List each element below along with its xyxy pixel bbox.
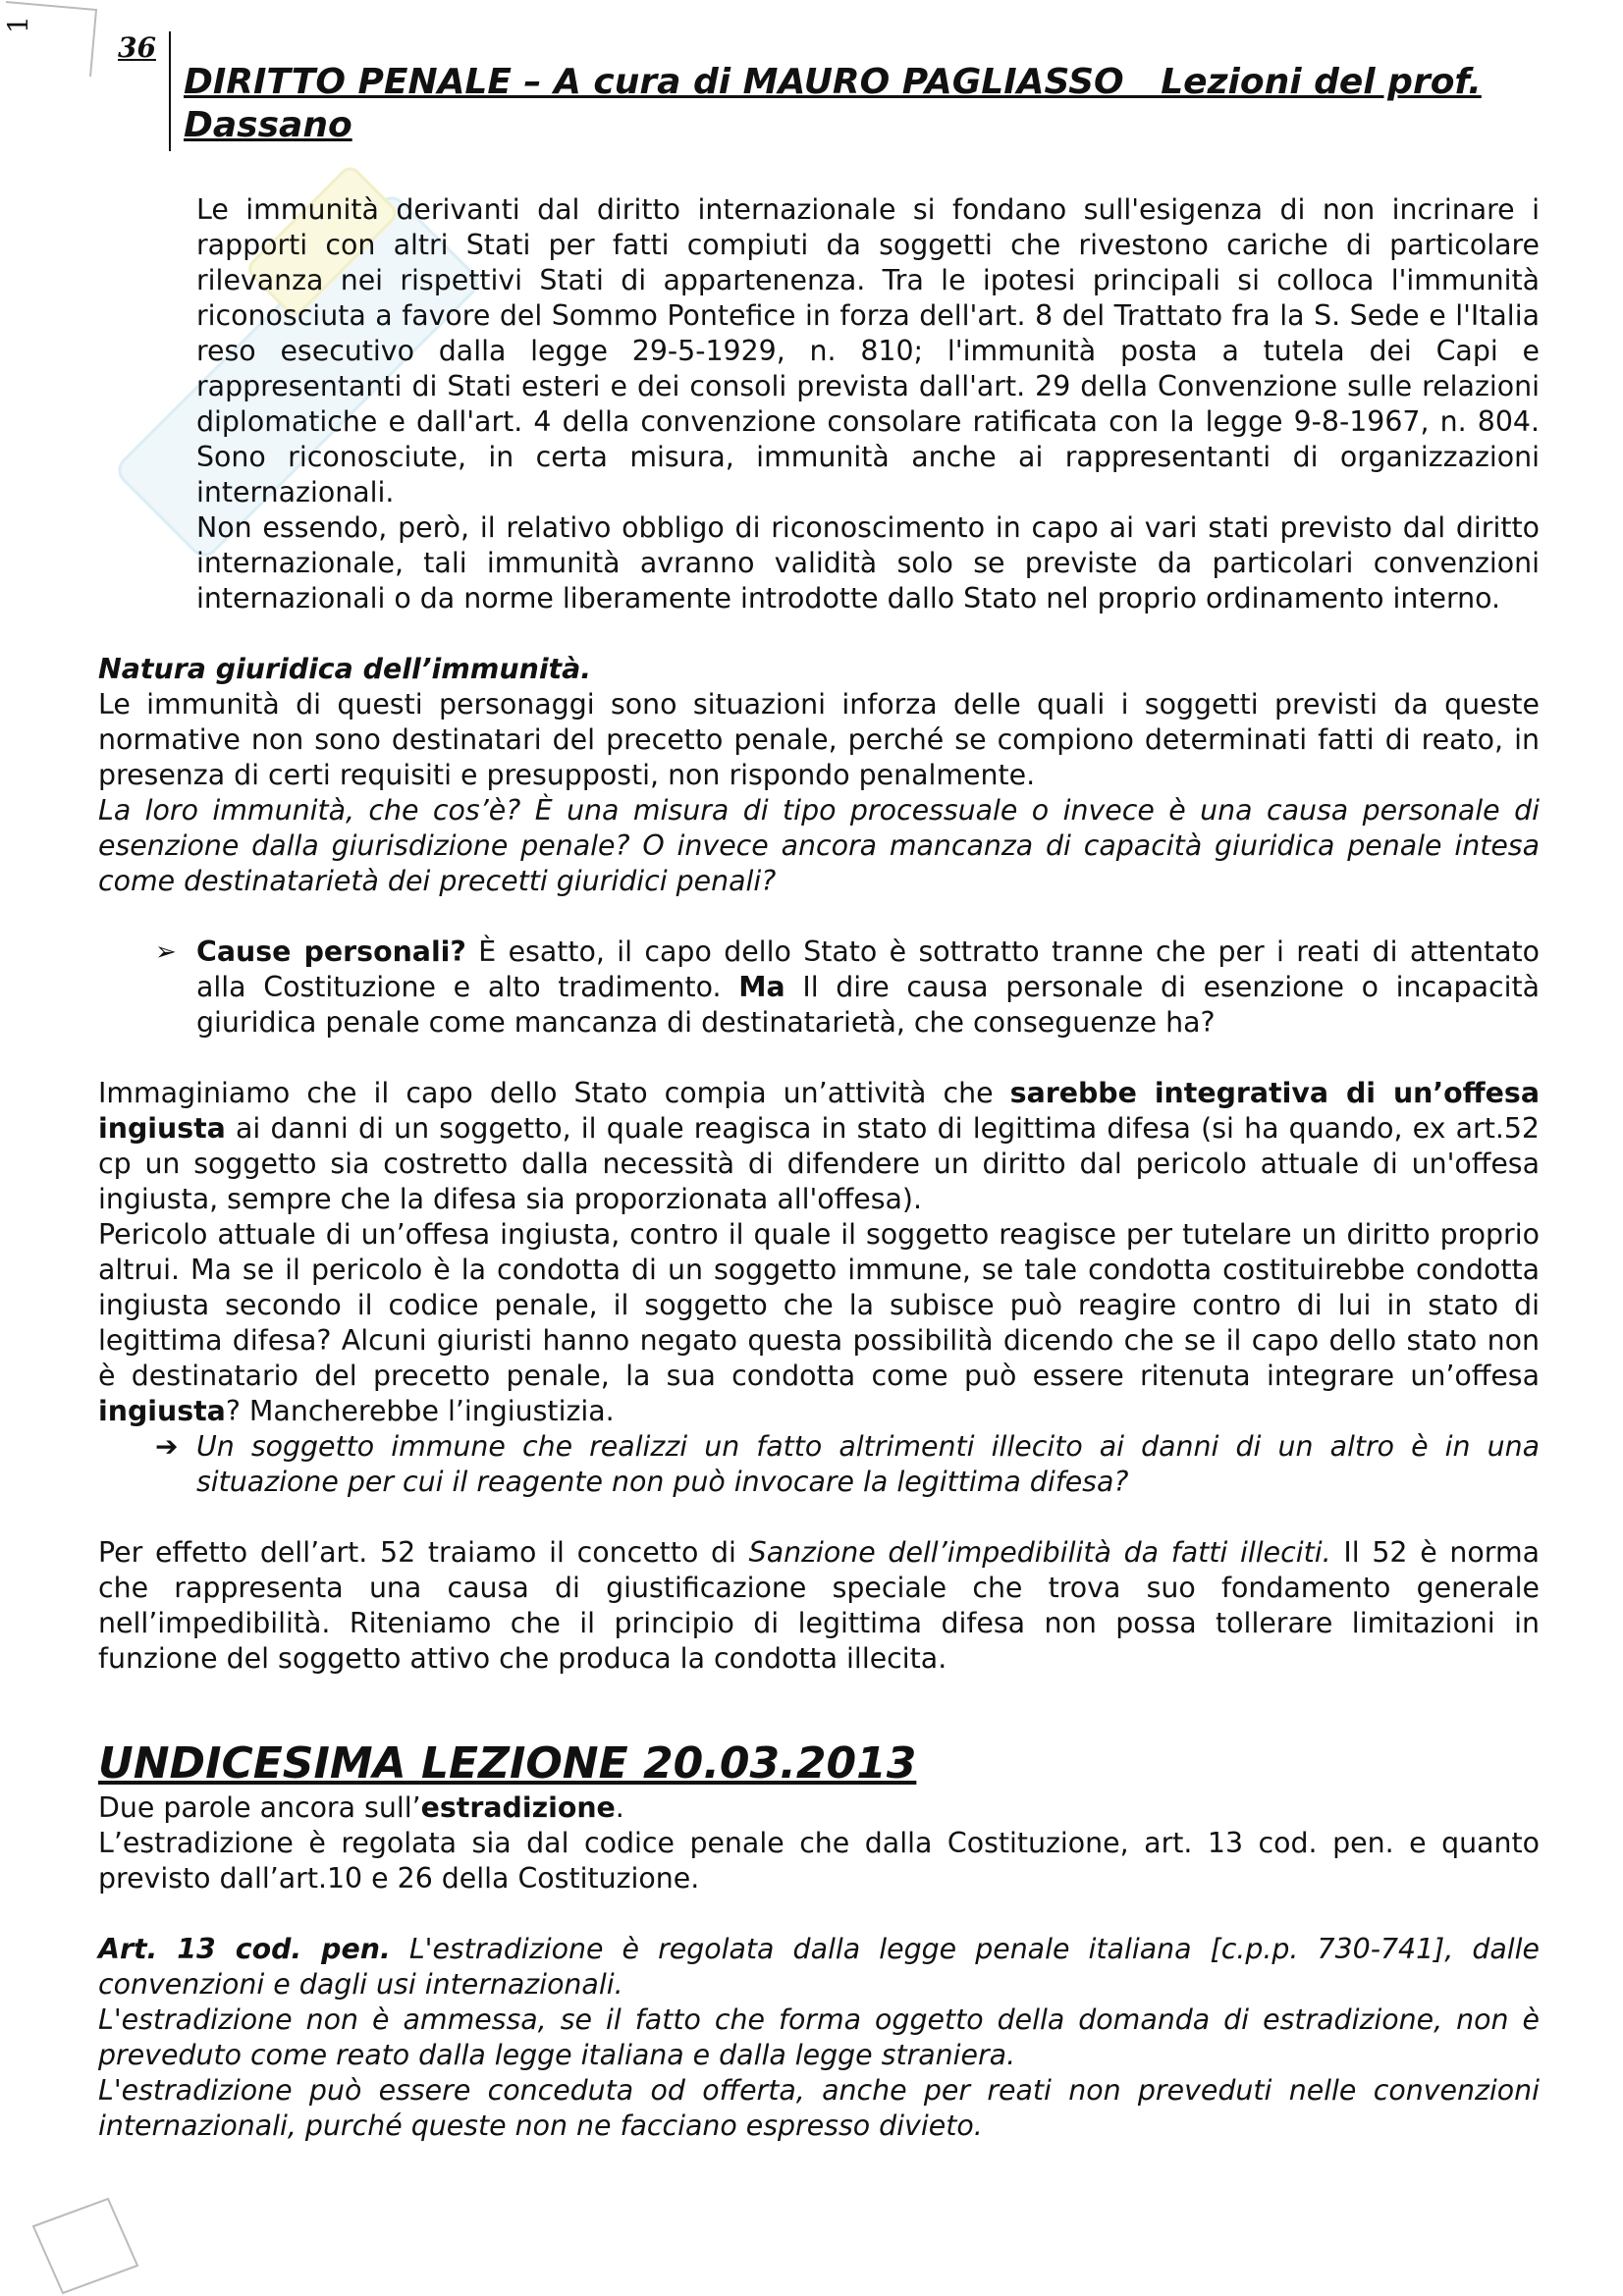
section-heading-natura: Natura giuridica dell’immunità.: [98, 653, 592, 685]
art13-paragraph-3: L'estradizione può essere conceduta od offerta, anche per reati non preveduti nelle convenzioni internazionali, purché queste non ne facciano espresso divieto.: [98, 2074, 1540, 2142]
page-number: 36: [118, 31, 156, 64]
effetto-text-2: Il 52 è norma che rappresenta una causa di giustificazione speciale che trova suo fondamento generale nell’impedibilità. Riteniamo che il principio di legittima difesa non possa tollerare limitazioni in funzione del soggetto attivo che produca la condotta illecita.: [98, 1536, 1540, 1675]
header-title-line1: DIRITTO PENALE – A cura di MAURO PAGLIASSO Lezioni del prof.: [184, 62, 1482, 102]
bullet-lead: Cause personali?: [196, 935, 466, 968]
art13-label: Art. 13 cod. pen.: [98, 1933, 391, 1965]
art13-paragraph-2: L'estradizione non è ammessa, se il fatto che forma oggetto della domanda di estradizione, non è preveduto come reato dalla legge italiana e dalla legge straniera.: [98, 2003, 1540, 2071]
pericolo-text-2: ? Mancherebbe l’ingiustizia.: [225, 1395, 615, 1427]
bullet-cause-personali: [98, 934, 1540, 1041]
arrow-question-row: [98, 1429, 1540, 1500]
page-header-title: [184, 61, 1597, 147]
intro-block: [98, 192, 1540, 616]
arrowhead-bullet-icon: ➢: [155, 937, 177, 967]
pericolo-text-1: Pericolo attuale di un’offesa ingiusta, contro il quale il soggetto reagisce per tutelare un diritto proprio altrui. Ma se il pericolo è la condotta di un soggetto immune, se tale condotta costituirebbe condotta ingiusta secondo il codice penale, il soggetto che la subisce può reagire contro di lui in stato di legittima difesa? Alcuni giuristi hanno negato questa possibilità dicendo che se il capo dello stato non è destinatario del precetto penale, la sua condotta come può essere ritenuta integrare un’offesa: [98, 1218, 1540, 1392]
effetto-italic: Sanzione dell’impedibilità da fatti illeciti.: [748, 1536, 1331, 1569]
pericolo-bold: ingiusta: [98, 1395, 226, 1427]
corner-decoration-bottom: [29, 2197, 147, 2295]
intro-paragraph-1: Le immunità derivanti dal diritto internazionale si fondano sull'esigenza di non incrinare i rapporti con altri Stati per fatti compiuti da soggetti che rivestono cariche di particolare rilevanza nei rispettivi Stati di appartenenza. Tra le ipotesi principali si colloca l'immunità riconosciuta a favore del Sommo Pontefice in forza dell'art. 8 del Trattato fra la S. Sede e l'Italia reso esecutivo dalla legge 29-5-1929, n. 810; l'immunità posta a tutela dei Capi e rappresentanti di Stati esteri e dei consoli prevista dall'art. 29 della Convenzione sulle relazioni diplomatiche e dall'art. 4 della convenzione consolare ratificata con la legge 9-8-1967, n. 804. Sono riconosciute, in certa misura, immunità anche ai rappresentanti di organizzazioni internazionali.: [196, 193, 1540, 508]
lesson-line-1a: Due parole ancora sull’: [98, 1791, 421, 1824]
effetto-text-1: Per effetto dell’art. 52 traiamo il concetto di: [98, 1536, 749, 1569]
header-title-line2: Dassano: [184, 105, 352, 145]
bullet-ma: Ma: [738, 971, 785, 1003]
bullet-text-1: È esatto, il capo dello Stato è sottratto tranne che per i reati di attentato alla Costituzione e alto tradimento.: [196, 935, 1541, 1003]
lesson-line-1: [98, 1790, 1540, 1826]
bullet-text: [196, 934, 1540, 1041]
art13-text-1: L'estradizione è regolata dalla legge penale italiana [c.p.p. 730-741], dalle convenzioni e dagli usi internazionali.: [98, 1933, 1540, 2001]
arrow-question-text: Un soggetto immune che realizzi un fatto altrimenti illecito ai danni di un altro è in una situazione per cui il reagente non può invocare la legittima difesa?: [196, 1430, 1540, 1498]
intro-paragraph-2: Non essendo, però, il relativo obbligo di riconoscimento in capo ai vari stati previsto dal diritto internazionale, tali immunità avranno validità solo se previste da particolari convenzioni internazionali o da norme liberamente introdotte dallo Stato nel proprio ordinamento interno.: [196, 511, 1540, 614]
immaginiamo-text-1: Immaginiamo che il capo dello Stato compia un’attività che: [98, 1077, 1010, 1109]
lesson-estradizione: estradizione: [420, 1791, 616, 1824]
immaginiamo-text-2: ai danni di un soggetto, il quale reagisca in stato di legittima difesa (si ha quando, ex art.52 cp un soggetto sia costretto dalla necessità di difendere un diritto dal pericolo attuale di un'offesa ingiusta, sempre che la difesa sia proporzionata all'offesa).: [98, 1112, 1540, 1215]
lesson-line-2: L’estradizione è regolata sia dal codice penale che dalla Costituzione, art. 13 cod. pen. e quanto previsto dall’art.10 e 26 della Costituzione.: [98, 1827, 1540, 1895]
header-divider: [169, 31, 171, 151]
bullet-text-2: Il dire causa personale di esenzione o incapacità giuridica penale come mancanza di destinatarietà, che conseguenze ha?: [196, 971, 1540, 1039]
natura-paragraph: Le immunità di questi personaggi sono situazioni inforza delle quali i soggetti previsti da queste normative non sono destinatari del precetto penale, perché se compiono determinati fatti di reato, in presenza di certi requisiti e presupposti, non rispondo penalmente.: [98, 688, 1540, 791]
effetto-paragraph: [98, 1535, 1540, 1677]
immaginiamo-bold: sarebbe integrativa di un’offesa ingiusta: [98, 1077, 1540, 1145]
lesson-title: UNDICESIMA LEZIONE 20.03.2013: [98, 1738, 917, 1789]
corner-decoration: [0, 0, 106, 79]
pericolo-paragraph: [98, 1217, 1540, 1429]
natura-question: La loro immunità, che cos’è? È una misura di tipo processuale o invece è una causa personale di esenzione dalla giurisdizione penale? O invece ancora mancanza di capacità giuridica penale intesa come destinatarietà dei precetti giuridici penali?: [98, 794, 1540, 897]
immaginiamo-paragraph: [98, 1076, 1540, 1217]
art13-paragraph-1: [98, 1932, 1540, 2002]
document-body: [98, 192, 1540, 2144]
lesson-line-1c: .: [615, 1791, 624, 1824]
right-arrow-icon: ➔: [155, 1430, 179, 1463]
spacer: [98, 1896, 1540, 1932]
margin-line-number: 1: [2, 16, 34, 33]
